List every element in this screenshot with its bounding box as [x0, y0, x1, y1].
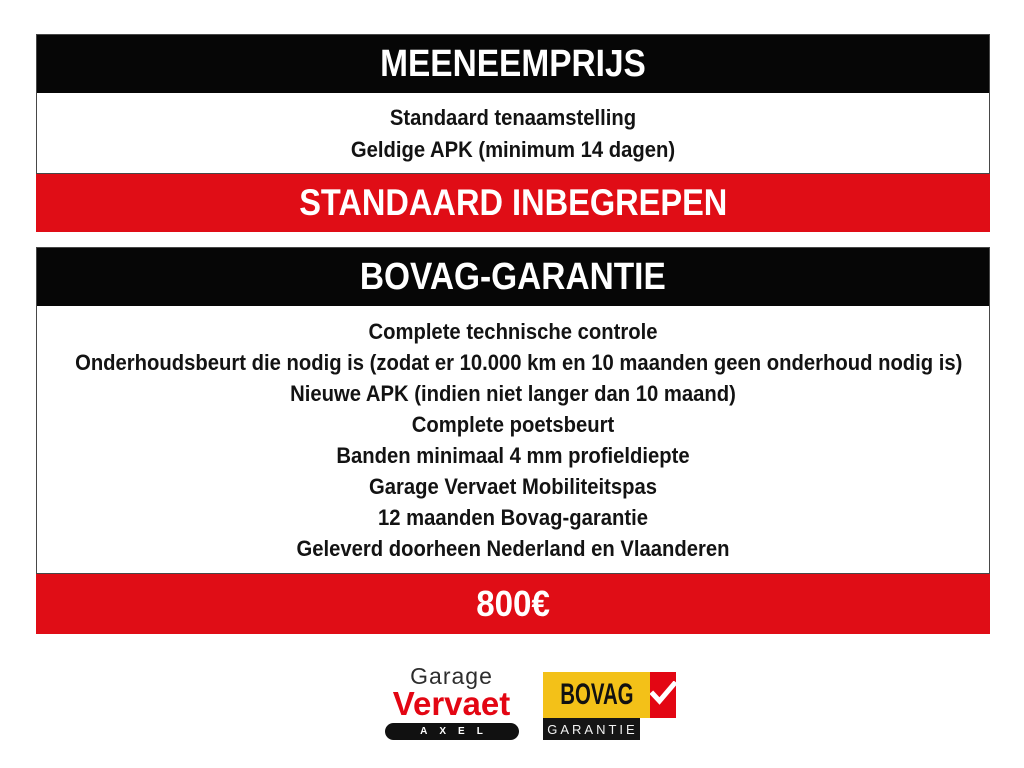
- bovag-logo-garantie-strip: GARANTIE: [543, 718, 640, 740]
- meeneemprijs-items: [37, 93, 989, 173]
- bovag-logo-top: [543, 672, 640, 718]
- bovag-logo-word: BOVAG: [559, 678, 634, 711]
- bovag-garantie-box: [36, 247, 990, 574]
- bovag-garantie-section: [36, 247, 990, 634]
- list-item: Garage Vervaet Mobiliteitspas: [369, 474, 657, 499]
- meeneemprijs-box: [36, 34, 990, 174]
- meeneemprijs-title: MEENEEMPRIJS: [380, 42, 646, 85]
- meeneemprijs-section: [36, 34, 990, 232]
- footer-logos: [0, 664, 1024, 740]
- list-item: Complete technische controle: [368, 319, 658, 344]
- garage-logo-line2: Vervaet: [392, 685, 511, 722]
- bovag-logo-red-panel: [650, 672, 676, 718]
- garage-logo-axel-pill: AXEL: [385, 723, 519, 740]
- bovag-logo-yellow-panel: [543, 672, 651, 718]
- list-item: Geleverd doorheen Nederland en Vlaanderen: [296, 536, 730, 561]
- price-value: 800€: [476, 583, 550, 624]
- meeneemprijs-header-bar: [37, 35, 989, 93]
- standaard-inbegrepen-label: STANDAARD INBEGREPEN: [298, 182, 728, 223]
- check-icon: [650, 681, 676, 710]
- garage-vervaet-logo: [385, 664, 519, 740]
- bovag-garantie-items: [37, 306, 989, 573]
- list-item: Standaard tenaamstelling: [389, 105, 637, 130]
- list-item: Complete poetsbeurt: [411, 412, 615, 437]
- bovag-garantie-logo: [543, 672, 640, 740]
- bovag-garantie-title: BOVAG-GARANTIE: [360, 255, 666, 298]
- list-item: 12 maanden Bovag-garantie: [378, 505, 648, 530]
- list-item: Banden minimaal 4 mm profieldiepte: [336, 443, 690, 468]
- list-item: Geldige APK (minimum 14 dagen): [350, 137, 676, 162]
- standaard-inbegrepen-banner: [36, 174, 990, 232]
- garage-logo-line1: Garage: [410, 663, 493, 689]
- list-item: Nieuwe APK (indien niet langer dan 10 maand): [290, 381, 736, 406]
- price-banner: [36, 574, 990, 634]
- list-item: Onderhoudsbeurt die nodig is (zodat er 10.000 km en 10 maanden geen onderhoud nodig is): [75, 350, 963, 375]
- bovag-garantie-header-bar: [37, 248, 989, 306]
